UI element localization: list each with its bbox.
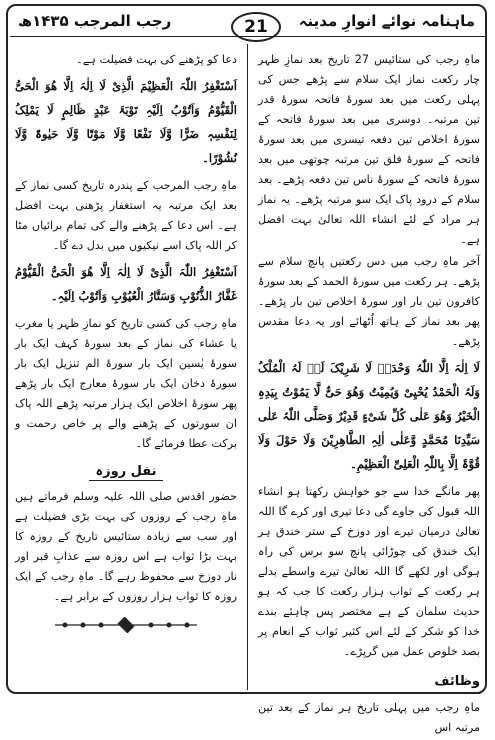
section-heading-nafl-roza bbox=[15, 462, 237, 483]
ornament-divider bbox=[51, 617, 201, 633]
paragraph: ماہِ رجب المرجب کے پندرہ تاریخ کسی نماز کے بعد ایک مرتبہ یہ استغفار پڑھنی بہت افضل ہے۔ اس دعا کے پڑھنے والے کی تمام برائیاں مٹا کر اللہ پاک اسے نیکیوں میں بدل دے گا۔ bbox=[15, 179, 237, 252]
section-heading-label: نفل روزہ bbox=[89, 464, 162, 481]
magazine-title: ماہنامہ نوائے انوارِ مدینہ bbox=[298, 12, 475, 30]
left-column bbox=[15, 50, 237, 633]
page-number: 21 bbox=[231, 12, 281, 42]
issue-month: رجب المرجب ۱۴۳۵ھ bbox=[18, 12, 172, 30]
arabic-istighfar: اَسْتَغْفِرُ اللّٰہَ الَّذِیْ لَا اِلٰہَ اِلَّا ھُوَ الْحَیُّ الْقَیُّوْمُ غَفَّارُ الذُّنُوْبِ وَسَتَّارُ الْعُیُوْبِ وَاَتُوْبُ اِلَیْہِ۔ bbox=[15, 265, 237, 303]
right-column bbox=[258, 50, 480, 740]
paragraph: آخر ماہِ رجب میں دس رکعتیں پانچ سلام سے پڑھے۔ ہر رکعت میں سورۂ الحمد کے بعد سورۂ کافرون تین بار اور سورۂ اخلاص تین بار پڑھے۔ پھر بعد نماز کے ہاتھ اُٹھائے اور یہ دعا مقدس پڑھے۔ bbox=[258, 255, 480, 348]
header-rule bbox=[10, 36, 485, 37]
paragraph: ماہِ رجب کی ستائیس 27 تاریخ بعد نمازِ ظہر چار رکعت نماز ایک سلام سے پڑھے جس کی پہلی رکعت میں بعد سورۂ فاتحہ سورۂ قدر تین مرتبہ۔ دوسری میں بعد سورۂ فاتحہ کے سورۂ اخلاص تین دفعہ تیسری میں بعد سورۂ فاتحہ کے سورۂ فلق تین مرتبہ چوتھی میں بعد سورۂ فاتحہ کے سورۂ ناس تین دفعہ پڑھے۔ بعد سلام کے درود پاک ایک سو مرتبہ پڑھے۔ یہ نماز ہر مراد کے لئے انشاء اللہ تعالیٰ بہت افضل ہے۔ bbox=[258, 53, 480, 246]
paragraph: حضور اقدس صلی اللہ علیہ وسلم فرماتے ہیں ماہِ رجب کے روزوں کی بہت بڑی فضیلت ہے اور سب سے زیادہ ستائیس تاریخ کے روزہ کا بہت بڑا ثواب ہے اس روزہ سے عذابِ قبر اور نار دوزخ سے محفوظ رہے گا۔ ماہِ رجب کے ایک روزہ کا ثواب ہزار روزوں کے برابر ہے۔ bbox=[15, 490, 237, 603]
arabic-prayer: لَا اِلٰہَ اِلَّا اللّٰہُ وَحْدَہٗ لَا شَرِیْکَ لَہٗ لَہُ الْمُلْکُ وَلَہُ الْحَمْدُ یُحْیِیْ وَیُمِیْتُ وَھُوَ حَیٌّ لَّا یَمُوْتُ بِیَدِہِ الْخَیْرُ وَھُوَ عَلٰی کُلِّ شَیْءٍ قَدِیْرٌ وَصَلَّی اللّٰہُ عَلٰی سَیِّدِنَا مُحَمَّدٍ وَّعَلٰی اٰلِہِ الطَّاھِرِیْنَ وَلَا حَوْلَ وَلَا قُوَّۃَ اِلَّا بِاللّٰہِ الْعَلِیِّ الْعَظِیْمِ۔ bbox=[258, 361, 480, 471]
ornament-icon bbox=[51, 617, 201, 633]
paragraph: ماہِ رجب کی کسی تاریخ کو نمازِ ظہر یا مغرب یا عشاء کی نماز کے بعد سورۂ کہف ایک بار سورۂ یٰسین ایک بار سورۂ الم تنزیل ایک بار سورۂ دخان ایک بار سورۂ معارج ایک بار پڑھے پھر سورۂ اخلاص ایک ہزار مرتبہ پڑھے اللہ پاک ان سورتوں کے پڑھنے والے پر خاص رحمت و برکت عطا فرمائے گا۔ bbox=[15, 317, 237, 450]
page-header bbox=[8, 6, 485, 44]
column-divider bbox=[247, 44, 248, 690]
arabic-istighfar: اَسْتَغْفِرُ اللّٰہَ الْعَظِیْمَ الَّذِیْ لَا اِلٰہَ اِلَّا ھُوَ الْحَیُّ الْقَیُّوْمُ وَاَتُوْبُ اِلَیْہِ تَوْبَۃَ عَبْدٍ ظَالِمٍ لَا یَمْلِکُ لِنَفْسِہٖ ضَرًّا وَّلَا نَفْعًا وَّلَا مَوْتًا وَّلَا حَیٰوۃً وَّلَا نُشُوْرًا۔ bbox=[15, 79, 237, 165]
section-heading-wazaif: وظائف bbox=[434, 672, 480, 694]
paragraph: ماہِ رجب میں پہلی تاریخ ہر نماز کے بعد تین مرتبہ اس bbox=[258, 701, 480, 734]
paragraph: دعا کو پڑھنے کی بہت فضیلت ہے۔ bbox=[76, 53, 237, 66]
paragraph: پھر مانگے خدا سے جو خواہش رکھتا ہو انشاء اللہ قبول کی جاوے گی دعا تیری اور کرے گا اللہ تعالیٰ درمیان تیرے اور دوزخ کے ستر خندق ہر ایک خندق کی چوڑائی پانچ سو برس کی راہ ہوگی اور لکھے گا اللہ تعالیٰ تیرے واسطے بدلے ہر رکعت کے ثواب ہزار رکعت کا جب کہ ہو حدیث سلمان کے ہے مختصر پس چاہئے بندے خدا کو شکر کے لئے اس کثیر ثواب کے انعام پر بصد خلوص عمل میں گرپڑے۔ bbox=[258, 485, 480, 658]
